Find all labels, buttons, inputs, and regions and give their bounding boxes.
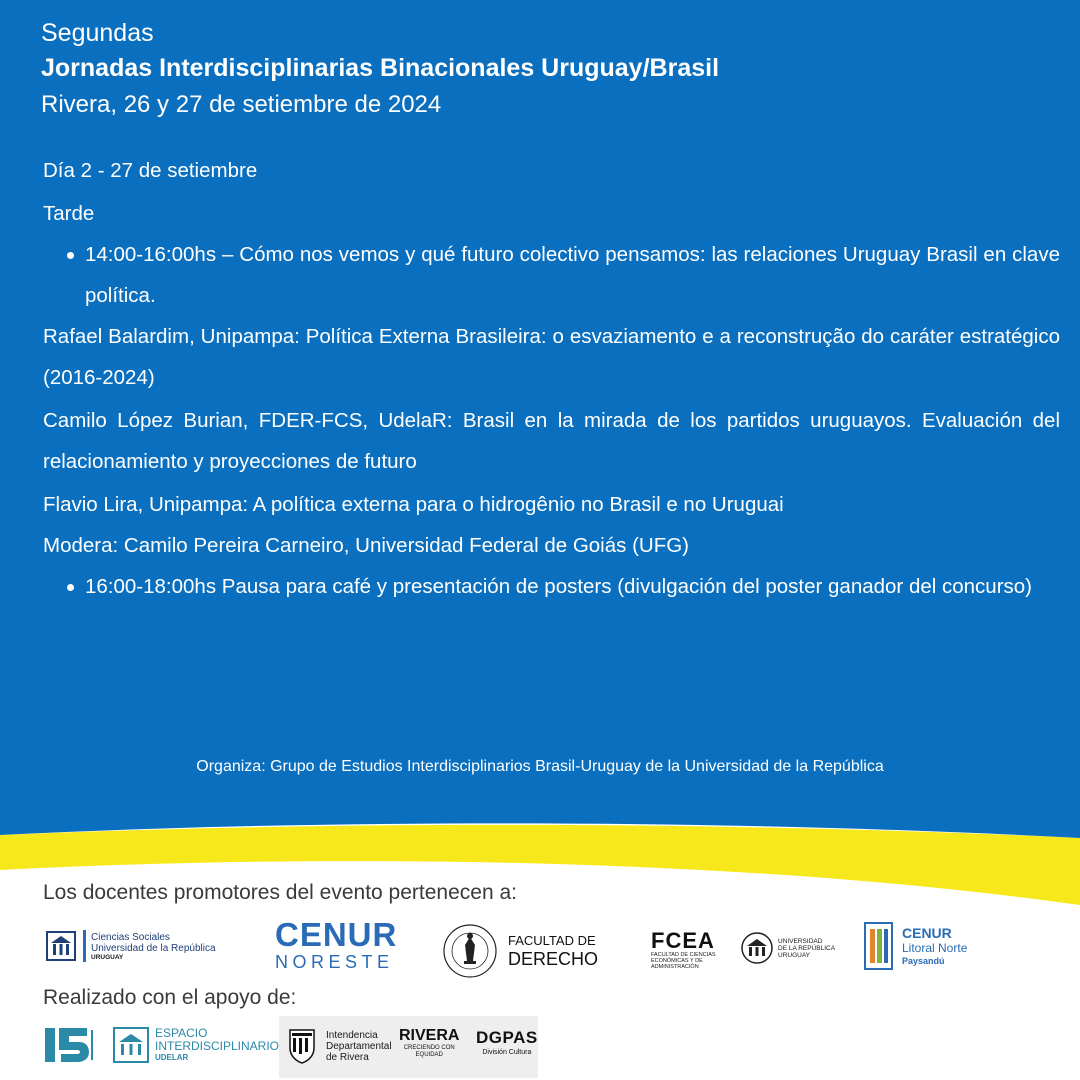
cenur-noreste-logo — [275, 918, 397, 972]
udelar-line2: DE LA REPÚBLICA — [778, 944, 836, 952]
dgpas-name: DGPAS — [476, 1028, 538, 1047]
speaker: Flavio Lira, Unipampa: A política externa para o hidrogênio no Brasil e no Uruguai — [43, 493, 784, 516]
intendencia-line2: Departamental — [326, 1040, 392, 1052]
cs-line1: Ciencias Sociales — [91, 931, 170, 943]
udelar-logo — [741, 931, 835, 965]
ei-line2: INTERDISCIPLINARIO — [155, 1039, 280, 1053]
program-item — [43, 234, 1060, 316]
program-item — [43, 566, 1060, 607]
cs-line2: Universidad de la República — [91, 942, 216, 954]
ei-line3: UDELAR — [155, 1053, 189, 1062]
derecho-line1: FACULTAD DE — [508, 932, 596, 948]
cenur-noreste-name: CENUR — [275, 916, 398, 953]
program-day: Día 2 - 27 de setiembre — [43, 159, 258, 182]
udelar-line1: UNIVERSIDAD — [778, 937, 823, 945]
cenur-noreste-sub: NORESTE — [275, 952, 394, 972]
cenur-ln-line1: CENUR — [902, 925, 952, 941]
promoters-label: Los docentes promotores del evento pertenecen a: — [43, 881, 517, 904]
cs-line3: URUGUAY — [91, 953, 124, 961]
cenur-litoral-norte-logo — [864, 921, 967, 971]
program-period: Tarde — [43, 202, 95, 225]
event-title: Jornadas Interdisciplinarias Binacionales Uruguay/Brasil — [41, 54, 720, 82]
organizer-note: Organiza: Grupo de Estudios Interdisciplinarios Brasil-Uruguay de la Universidad de la República — [196, 758, 884, 775]
rivera-shield-icon — [288, 1028, 316, 1064]
bullet-icon — [67, 252, 74, 259]
header-line1: Segundas — [41, 19, 154, 47]
ciencias-sociales-emblem-icon — [46, 929, 76, 963]
event-header — [41, 16, 719, 124]
udelar-line3: URUGUAY — [778, 951, 811, 959]
event-location-date: Rivera, 26 y 27 de setiembre de 2024 — [41, 91, 442, 118]
program-item-text: 14:00-16:00hs – Cómo nos vemos y qué futuro colectivo pensamos: las relaciones Uruguay Brasil en clave política. — [85, 243, 1060, 307]
cenur-ln-line2: Litoral Norte — [902, 941, 968, 955]
espacio-interdisciplinario-logo — [43, 1024, 279, 1066]
cenur-ln-line3: Paysandú — [902, 956, 945, 966]
fifteen-years-icon — [43, 1024, 101, 1066]
dgpas-logo — [476, 1028, 538, 1057]
cenur-litoral-emblem-icon — [864, 921, 894, 971]
speaker: Rafael Balardim, Unipampa: Política Externa Brasileira: o esvaziamento e a reconstrução do caráter estratégico (2016-2024) — [43, 325, 1060, 389]
intendencia-line1: Intendencia — [326, 1029, 378, 1041]
fcea-sub: FACULTAD DE CIENCIAS ECONÓMICAS Y DE ADMINISTRACIÓN — [651, 952, 716, 970]
intendencia-rivera-logo — [288, 1028, 392, 1064]
speaker: Camilo López Burian, FDER-FCS, UdelaR: Brasil en la mirada de los partidos uruguayos. Evaluación del relacionamiento y proyecciones de futuro — [43, 409, 1060, 473]
bullet-icon — [67, 584, 74, 591]
moderator: Modera: Camilo Pereira Carneiro, Universidad Federal de Goiás (UFG) — [43, 534, 689, 557]
fcea-name: FCEA — [651, 928, 715, 953]
rivera-name: RIVERA — [399, 1027, 460, 1044]
intendencia-line3: de Rivera — [326, 1051, 369, 1063]
udelar-emblem-icon — [741, 931, 773, 965]
ei-line1: ESPACIO — [155, 1026, 208, 1040]
rivera-sub: CRECIENDO CON EQUIDAD — [403, 1045, 455, 1058]
program — [43, 150, 1060, 607]
espacio-emblem-icon — [113, 1027, 149, 1063]
program-item-text: 16:00-18:00hs Pausa para café y presentación de posters (divulgación del poster ganador del concurso) — [85, 575, 1033, 598]
dgpas-sub: División Cultura — [482, 1049, 532, 1056]
derecho-line2: DERECHO — [508, 948, 599, 969]
ciencias-sociales-logo — [46, 929, 216, 963]
facultad-derecho-logo — [440, 923, 598, 979]
derecho-seal-icon — [440, 923, 500, 979]
fcea-logo — [651, 930, 731, 970]
rivera-logo — [399, 1027, 459, 1059]
support-label: Realizado con el apoyo de: — [43, 986, 297, 1009]
